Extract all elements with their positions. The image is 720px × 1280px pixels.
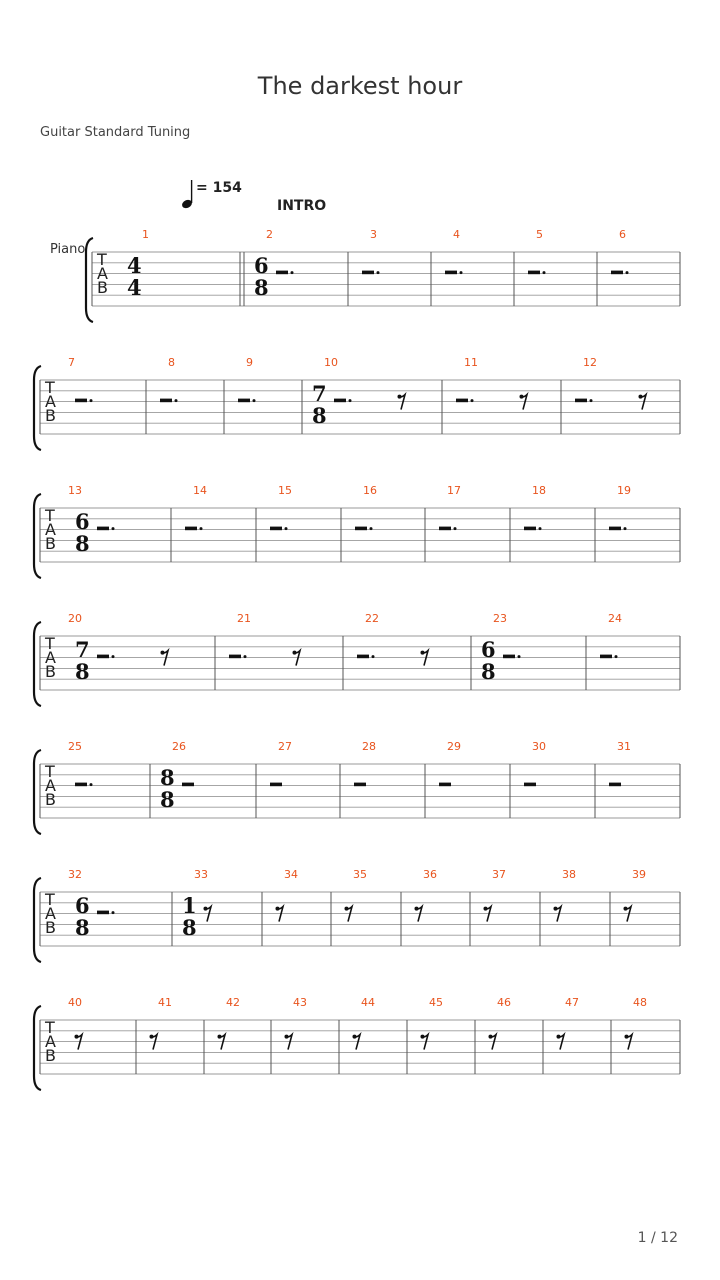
rest-dot [539, 527, 542, 530]
eighth-rest-dot [161, 651, 165, 655]
measure-number: 13 [68, 484, 82, 497]
time-signature-denominator: 8 [312, 403, 327, 428]
dotted-half-rest [185, 527, 197, 531]
measure-4 [445, 228, 463, 274]
whole-rest [439, 783, 451, 787]
whole-rest [270, 783, 282, 787]
dotted-half-rest [97, 911, 109, 915]
tab-clef-letter: A [45, 904, 56, 923]
time-signature-denominator: 8 [160, 787, 175, 812]
tab-clef-letter: T [45, 1018, 55, 1037]
measure-number: 26 [172, 740, 186, 753]
eighth-rest-dot [150, 1035, 154, 1039]
measure-3 [362, 228, 380, 274]
measure-number: 30 [532, 740, 546, 753]
measure-17 [439, 484, 461, 530]
measure-number: 44 [361, 996, 375, 1009]
measure-number: 47 [565, 996, 579, 1009]
measure-20 [68, 612, 168, 684]
measure-23 [481, 612, 521, 684]
tab-system-1 [0, 226, 720, 326]
measure-28 [354, 740, 376, 786]
time-signature-denominator: 8 [75, 659, 90, 684]
measure-number: 31 [617, 740, 631, 753]
time-signature-denominator: 8 [254, 275, 269, 300]
dotted-half-rest [575, 399, 587, 403]
tab-system-6 [0, 866, 720, 966]
rest-dot [377, 271, 380, 274]
tab-clef-letter: B [45, 534, 56, 553]
dotted-half-rest [229, 655, 241, 659]
measure-5 [528, 228, 546, 274]
measure-10 [312, 356, 405, 428]
tab-clef-letter: T [45, 762, 55, 781]
whole-rest [182, 783, 194, 787]
dotted-half-rest [270, 527, 282, 531]
time-signature-numerator: 6 [481, 637, 496, 662]
measure-27 [270, 740, 292, 786]
instrument-label: Piano [50, 242, 86, 257]
dotted-half-rest [609, 527, 621, 531]
tab-clef-letter: A [45, 648, 56, 667]
measure-9 [238, 356, 256, 402]
measure-number: 32 [68, 868, 82, 881]
dotted-half-rest [97, 655, 109, 659]
measure-number: 39 [632, 868, 646, 881]
eighth-rest-dot [75, 1035, 79, 1039]
time-signature-numerator: 6 [75, 893, 90, 918]
rest-dot [285, 527, 288, 530]
measure-number: 35 [353, 868, 367, 881]
rest-dot [518, 655, 521, 658]
measure-number: 18 [532, 484, 546, 497]
dotted-half-rest [334, 399, 346, 403]
measure-number: 7 [68, 356, 75, 369]
measure-number: 12 [583, 356, 597, 369]
eighth-rest-dot [345, 907, 349, 911]
measure-number: 40 [68, 996, 82, 1009]
measure-number: 41 [158, 996, 172, 1009]
time-signature-denominator: 8 [75, 915, 90, 940]
tab-clef-letter: T [97, 250, 107, 269]
measure-number: 17 [447, 484, 461, 497]
measure-number: 15 [278, 484, 292, 497]
dotted-half-rest [357, 655, 369, 659]
tab-system-2 [0, 354, 720, 454]
time-signature-numerator: 6 [75, 509, 90, 534]
tab-system-5 [0, 738, 720, 838]
tab-clef-letter: T [45, 634, 55, 653]
dotted-half-rest [238, 399, 250, 403]
time-signature-numerator: 6 [254, 253, 269, 278]
rest-dot [372, 655, 375, 658]
measure-number: 37 [492, 868, 506, 881]
measure-31 [609, 740, 631, 786]
rest-dot [291, 271, 294, 274]
song-title: The darkest hour [257, 72, 463, 100]
time-signature-denominator: 8 [75, 531, 90, 556]
tab-system-7 [0, 994, 720, 1094]
rest-dot [90, 399, 93, 402]
tab-clef-letter: A [45, 1032, 56, 1051]
dotted-half-rest [524, 527, 536, 531]
measure-15 [270, 484, 292, 530]
rest-dot [624, 527, 627, 530]
tab-clef-letter: B [45, 662, 56, 681]
measure-number: 45 [429, 996, 443, 1009]
eighth-rest-dot [489, 1035, 493, 1039]
measure-19 [609, 484, 631, 530]
time-signature-numerator: 1 [182, 893, 197, 918]
measure-number: 23 [493, 612, 507, 625]
dotted-half-rest [160, 399, 172, 403]
measure-number: 38 [562, 868, 576, 881]
rest-dot [253, 399, 256, 402]
measure-number: 28 [362, 740, 376, 753]
measure-number: 16 [363, 484, 377, 497]
measure-number: 46 [497, 996, 511, 1009]
measure-number: 19 [617, 484, 631, 497]
measure-number: 42 [226, 996, 240, 1009]
eighth-rest-dot [639, 395, 643, 399]
dotted-half-rest [75, 783, 87, 787]
dotted-half-rest [97, 527, 109, 531]
dotted-half-rest [600, 655, 612, 659]
measure-number: 14 [193, 484, 207, 497]
rest-dot [543, 271, 546, 274]
time-signature-denominator: 4 [127, 275, 142, 300]
measure-number: 27 [278, 740, 292, 753]
dotted-half-rest [456, 399, 468, 403]
rest-dot [90, 783, 93, 786]
tab-clef-letter: B [45, 790, 56, 809]
measure-32 [68, 868, 115, 940]
measure-13 [68, 484, 115, 556]
tab-clef-letter: A [97, 264, 108, 283]
eighth-rest-dot [484, 907, 488, 911]
eighth-rest-dot [520, 395, 524, 399]
whole-rest [354, 783, 366, 787]
time-signature-numerator: 7 [312, 381, 327, 406]
measure-number: 10 [324, 356, 338, 369]
measure-number: 43 [293, 996, 307, 1009]
tab-clef-letter: T [45, 890, 55, 909]
measure-number: 4 [453, 228, 460, 241]
rest-dot [244, 655, 247, 658]
tuning-label: Guitar Standard Tuning [40, 125, 191, 140]
eighth-rest-dot [276, 907, 280, 911]
measure-number: 20 [68, 612, 82, 625]
section-label: INTRO [277, 198, 327, 214]
tab-system-3 [0, 482, 720, 582]
rest-dot [454, 527, 457, 530]
eighth-rest-dot [557, 1035, 561, 1039]
tab-clef-letter: A [45, 776, 56, 795]
measure-number: 5 [536, 228, 543, 241]
measure-number: 48 [633, 996, 647, 1009]
eighth-rest-dot [398, 395, 402, 399]
eighth-rest-dot [415, 907, 419, 911]
measure-number: 6 [619, 228, 626, 241]
rest-dot [175, 399, 178, 402]
measure-25 [68, 740, 93, 786]
tempo-marking: = 154 [196, 180, 242, 196]
measure-number: 36 [423, 868, 437, 881]
eighth-rest-dot [353, 1035, 357, 1039]
measure-number: 2 [266, 228, 273, 241]
measure-number: 3 [370, 228, 377, 241]
tab-clef-letter: T [45, 378, 55, 397]
eighth-rest-dot [625, 1035, 629, 1039]
dotted-half-rest [75, 399, 87, 403]
rest-dot [626, 271, 629, 274]
measure-number: 25 [68, 740, 82, 753]
measure-1 [127, 228, 149, 300]
rest-dot [471, 399, 474, 402]
tab-clef-letter: B [45, 918, 56, 937]
measure-2 [254, 228, 294, 300]
dotted-half-rest [503, 655, 515, 659]
time-signature-numerator: 7 [75, 637, 90, 662]
rest-dot [349, 399, 352, 402]
tab-clef-letter: B [97, 278, 108, 297]
measure-26 [160, 740, 194, 812]
rest-dot [615, 655, 618, 658]
measure-6 [611, 228, 629, 274]
whole-rest [524, 783, 536, 787]
rest-dot [590, 399, 593, 402]
measure-33 [182, 868, 211, 940]
tab-system-4 [0, 610, 720, 710]
measure-number: 8 [168, 356, 175, 369]
eighth-rest-dot [421, 1035, 425, 1039]
time-signature-numerator: 4 [127, 253, 142, 278]
dotted-half-rest [528, 271, 540, 275]
dotted-half-rest [355, 527, 367, 531]
tab-clef-letter: A [45, 520, 56, 539]
measure-number: 33 [194, 868, 208, 881]
time-signature-denominator: 8 [481, 659, 496, 684]
rest-dot [112, 655, 115, 658]
rest-dot [200, 527, 203, 530]
measure-24 [600, 612, 622, 658]
whole-rest [609, 783, 621, 787]
rest-dot [460, 271, 463, 274]
tab-clef-letter: T [45, 506, 55, 525]
measure-18 [524, 484, 546, 530]
measure-number: 11 [464, 356, 478, 369]
dotted-half-rest [276, 271, 288, 275]
measure-30 [524, 740, 546, 786]
measure-29 [439, 740, 461, 786]
dotted-half-rest [439, 527, 451, 531]
time-signature-numerator: 8 [160, 765, 175, 790]
measure-number: 9 [246, 356, 253, 369]
dotted-half-rest [362, 271, 374, 275]
dotted-half-rest [611, 271, 623, 275]
measure-14 [185, 484, 207, 530]
time-signature-denominator: 8 [182, 915, 197, 940]
eighth-rest-dot [624, 907, 628, 911]
dotted-half-rest [445, 271, 457, 275]
measure-16 [355, 484, 377, 530]
tab-clef-letter: A [45, 392, 56, 411]
tab-clef-letter: B [45, 406, 56, 425]
measure-number: 21 [237, 612, 251, 625]
measure-number: 1 [142, 228, 149, 241]
eighth-rest-dot [421, 651, 425, 655]
page-number: 1 / 12 [637, 1230, 678, 1246]
measure-number: 24 [608, 612, 622, 625]
measure-7 [68, 356, 93, 402]
measure-number: 29 [447, 740, 461, 753]
eighth-rest-dot [293, 651, 297, 655]
rest-dot [370, 527, 373, 530]
eighth-rest-dot [204, 907, 208, 911]
tab-clef-letter: B [45, 1046, 56, 1065]
eighth-rest-dot [554, 907, 558, 911]
rest-dot [112, 527, 115, 530]
measure-number: 34 [284, 868, 298, 881]
eighth-rest-dot [218, 1035, 222, 1039]
eighth-rest-dot [285, 1035, 289, 1039]
measure-number: 22 [365, 612, 379, 625]
rest-dot [112, 911, 115, 914]
measure-8 [160, 356, 178, 402]
